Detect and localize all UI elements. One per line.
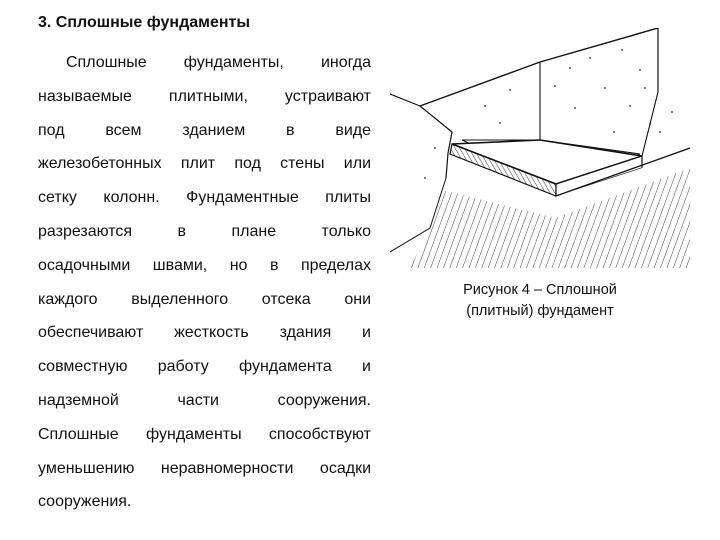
paragraph-line: уменьшению неравномерности осадки	[38, 459, 371, 477]
caption-line: Рисунок 4 – Сплошной	[463, 282, 617, 298]
paragraph-line: обеспечивают жесткость здания и	[38, 324, 371, 342]
paragraph-line: совместную работу фундамента и	[38, 358, 371, 376]
paragraph-line: называемые плитными, устраивают	[38, 87, 371, 105]
section-heading: 3. Сплошные фундаменты	[38, 14, 251, 31]
paragraph-line: железобетонных плит под стены или	[38, 155, 371, 173]
paragraph-line: разрезаются в плане только	[38, 222, 371, 240]
paragraph-line: надземной части сооружения.	[38, 391, 371, 409]
paragraph-line: Сплошные фундаменты, иногда	[66, 54, 371, 71]
caption-line: (плитный) фундамент	[466, 303, 614, 319]
foundation-slab-drawing	[390, 28, 690, 268]
paragraph-line: Сплошные фундаменты способствуют	[38, 425, 371, 443]
paragraph-line: осадочными швами, но в пределах	[38, 256, 371, 274]
pit-back-wall	[420, 28, 658, 143]
body-paragraph	[38, 46, 371, 519]
paragraph-line: сетку колонн. Фундаментные плиты	[38, 189, 371, 207]
figure-caption	[440, 280, 640, 322]
foundation-figure	[390, 28, 690, 268]
paragraph-line: под всем зданием в виде	[38, 121, 371, 139]
paragraph-line: сооружения.	[38, 493, 132, 511]
paragraph-line: каждого выделенного отсека они	[38, 290, 371, 308]
